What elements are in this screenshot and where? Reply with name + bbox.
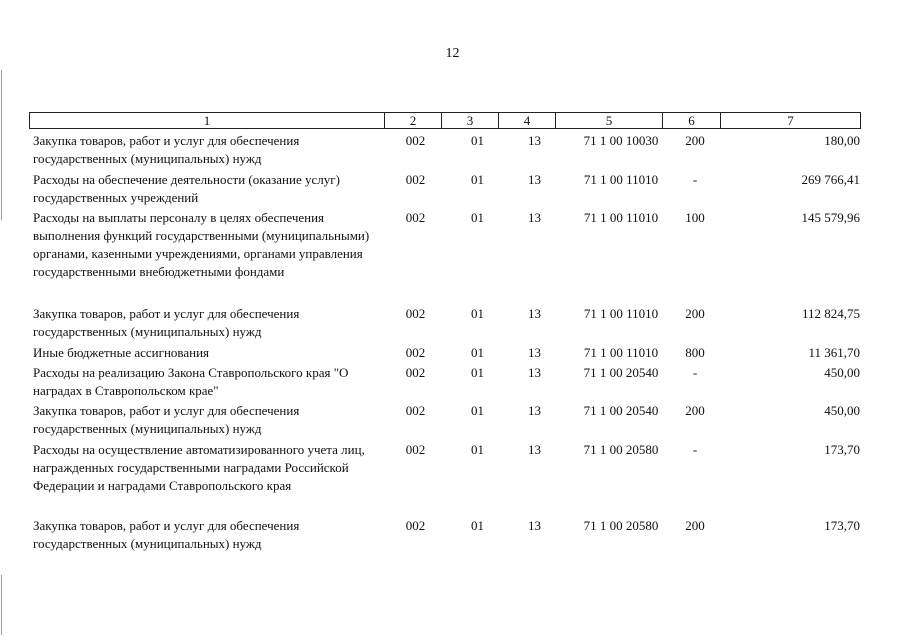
header-col-7: 7 xyxy=(787,113,794,128)
header-col-4: 4 xyxy=(499,113,556,128)
row-c7: 269 766,41 xyxy=(801,172,860,187)
row-c6: 200 xyxy=(685,133,705,148)
row-c4: 13 xyxy=(528,518,541,533)
row-name: Расходы на обеспечение деятельности (оказание услуг) государственных учреждений xyxy=(33,172,340,205)
row-c6: 100 xyxy=(685,210,705,225)
row-c7: 450,00 xyxy=(824,403,860,418)
row-c3: 01 xyxy=(471,210,484,225)
row-c4: 13 xyxy=(528,442,541,457)
row-c4: 13 xyxy=(528,306,541,321)
row-c4: 13 xyxy=(528,403,541,418)
row-name: Иные бюджетные ассигнования xyxy=(33,345,210,360)
row-c5: 71 1 00 20540 xyxy=(583,403,659,418)
row-c3: 01 xyxy=(471,442,484,457)
row-c5: 71 1 00 11010 xyxy=(583,306,659,321)
header-col-1: 1 xyxy=(30,113,385,128)
row-c3: 01 xyxy=(471,133,484,148)
row-c4: 13 xyxy=(528,345,541,360)
row-c3: 01 xyxy=(471,306,484,321)
row-c6: 200 xyxy=(685,518,705,533)
row-name: Закупка товаров, работ и услуг для обеспечения государственных (муниципальных) нужд xyxy=(33,133,300,166)
row-c4: 13 xyxy=(528,172,541,187)
row-c2: 002 xyxy=(405,403,426,418)
row-name: Закупка товаров, работ и услуг для обеспечения государственных (муниципальных) нужд xyxy=(33,518,300,551)
row-name: Закупка товаров, работ и услуг для обеспечения государственных (муниципальных) нужд xyxy=(33,403,300,436)
row-c2: 002 xyxy=(405,518,426,533)
margin-line xyxy=(1,70,2,220)
row-c5: 71 1 00 20580 xyxy=(583,442,659,457)
row-c5: 71 1 00 11010 xyxy=(583,345,659,360)
row-c7: 173,70 xyxy=(824,442,860,457)
row-c3: 01 xyxy=(471,172,484,187)
row-c2: 002 xyxy=(405,210,426,225)
row-c3: 01 xyxy=(471,365,484,380)
row-c3: 01 xyxy=(471,403,484,418)
row-c5: 71 1 00 10030 xyxy=(583,133,659,148)
row-c5: 71 1 00 20540 xyxy=(583,365,659,380)
row-c7: 112 824,75 xyxy=(801,306,860,321)
row-c2: 002 xyxy=(405,365,426,380)
row-name: Закупка товаров, работ и услуг для обеспечения государственных (муниципальных) нужд xyxy=(33,306,300,339)
row-c2: 002 xyxy=(405,172,426,187)
row-c2: 002 xyxy=(405,133,426,148)
header-col-6: 6 xyxy=(663,113,721,128)
row-c2: 002 xyxy=(405,345,426,360)
row-c7: 173,70 xyxy=(824,518,860,533)
header-col-2: 2 xyxy=(385,113,442,128)
row-c6: - xyxy=(692,172,698,187)
row-name: Расходы на выплаты персоналу в целях обеспечения выполнения функций государственными (муниципальными) органами, казенными учреждениями, органами управления государственными внебюджетными фондами xyxy=(33,210,370,279)
row-c4: 13 xyxy=(528,365,541,380)
header-col-5: 5 xyxy=(556,113,663,128)
row-c5: 71 1 00 11010 xyxy=(583,172,659,187)
row-c3: 01 xyxy=(471,518,484,533)
row-c6: - xyxy=(692,442,698,457)
row-c6: - xyxy=(692,365,698,380)
row-c7: 145 579,96 xyxy=(801,210,860,225)
row-c7: 180,00 xyxy=(824,133,860,148)
table-header xyxy=(29,112,861,129)
row-c6: 200 xyxy=(685,306,705,321)
row-c7: 11 361,70 xyxy=(808,345,860,360)
row-c7: 450,00 xyxy=(824,365,860,380)
header-col-3: 3 xyxy=(442,113,499,128)
row-c3: 01 xyxy=(471,345,484,360)
row-c5: 71 1 00 20580 xyxy=(583,518,659,533)
row-c2: 002 xyxy=(405,306,426,321)
page-number: 12 xyxy=(445,46,460,61)
row-c6: 800 xyxy=(685,345,705,360)
row-c2: 002 xyxy=(405,442,426,457)
row-c5: 71 1 00 11010 xyxy=(583,210,659,225)
margin-line xyxy=(1,575,2,635)
row-c4: 13 xyxy=(528,210,541,225)
row-name: Расходы на реализацию Закона Ставропольского края "О наградах в Ставропольском крае" xyxy=(33,365,349,398)
row-c6: 200 xyxy=(685,403,705,418)
row-c4: 13 xyxy=(528,133,541,148)
row-name: Расходы на осуществление автоматизированного учета лиц, награжденных государственными наградами Российской Федерации и наградами Ставропольского края xyxy=(33,442,365,493)
